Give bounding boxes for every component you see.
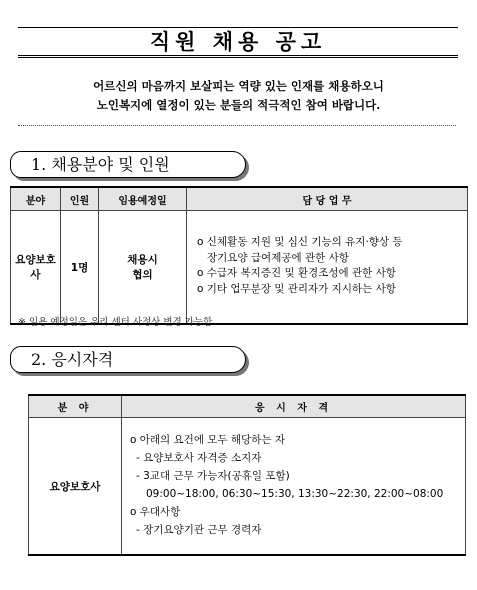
section-1-heading: 1. 채용분야 및 인원 <box>31 155 170 174</box>
recruitment-table-header <box>11 187 468 211</box>
header-start-date: 임용예정일 <box>99 187 187 211</box>
duty-item: o 신체활동 지원 및 심신 기능의 유지·향상 등 <box>197 236 403 248</box>
header-qualifications: 응 시 자 격 <box>122 395 466 418</box>
header-field: 분 야 <box>29 395 122 418</box>
cell-count: 1명 <box>61 211 99 325</box>
qualification-item: - 요양보호사 자격증 소지자 <box>136 452 262 464</box>
intro-text <box>20 77 457 115</box>
section-1-heading-tab <box>10 151 246 178</box>
section-2-heading-tab <box>10 346 246 373</box>
cell-field: 요양보호사 <box>11 211 61 325</box>
table-row <box>29 418 466 556</box>
recruitment-table <box>10 186 468 325</box>
qualification-item: - 장기요양기관 근무 경력자 <box>136 524 262 536</box>
intro-line-1: 어르신의 마음까지 보살피는 역량 있는 인재를 채용하오니 <box>93 79 384 93</box>
date-change-note: ※ 임용 예정일은 우리 센터 사정상 변경 가능함 <box>18 317 213 328</box>
qualification-item: o 아래의 요건에 모두 해당하는 자 <box>130 434 285 446</box>
qualification-item: - 3교대 근무 가능자(공휴일 포함) <box>136 470 290 482</box>
cell-duties <box>187 211 468 325</box>
header-count: 인원 <box>61 187 99 211</box>
intro-line-2: 노인복지에 열정이 있는 분들의 적극적인 참여 바랍니다. <box>96 98 381 112</box>
start-date-line-2: 협의 <box>132 269 153 281</box>
qualification-item: o 우대사항 <box>130 506 181 518</box>
notice-title: 직원 채용 공고 <box>149 29 327 54</box>
header-duties: 담 당 업 무 <box>187 187 468 211</box>
dotted-divider <box>18 125 456 126</box>
duty-item: o 기타 업무분장 및 관리자가 지시하는 사항 <box>197 282 396 295</box>
section-2-heading: 2. 응시자격 <box>31 350 114 369</box>
duty-item: o 수급자 복지증진 및 환경조성에 관한 사항 <box>197 267 396 279</box>
cell-start-date <box>99 211 187 325</box>
notice-title-box <box>18 27 458 58</box>
header-field: 분야 <box>11 187 61 211</box>
qualification-table <box>28 394 466 556</box>
start-date-line-1: 채용시 <box>127 254 158 266</box>
duty-item: 장기요양 급여제공에 관한 사항 <box>207 251 349 264</box>
shift-times: 09:00~18:00, 06:30~15:30, 13:30~22:30, 22:00~08:00 <box>146 488 444 500</box>
cell-field: 요양보호사 <box>29 418 122 556</box>
table-row <box>11 211 468 325</box>
qualification-table-header <box>29 395 466 418</box>
cell-qualifications <box>122 418 466 556</box>
